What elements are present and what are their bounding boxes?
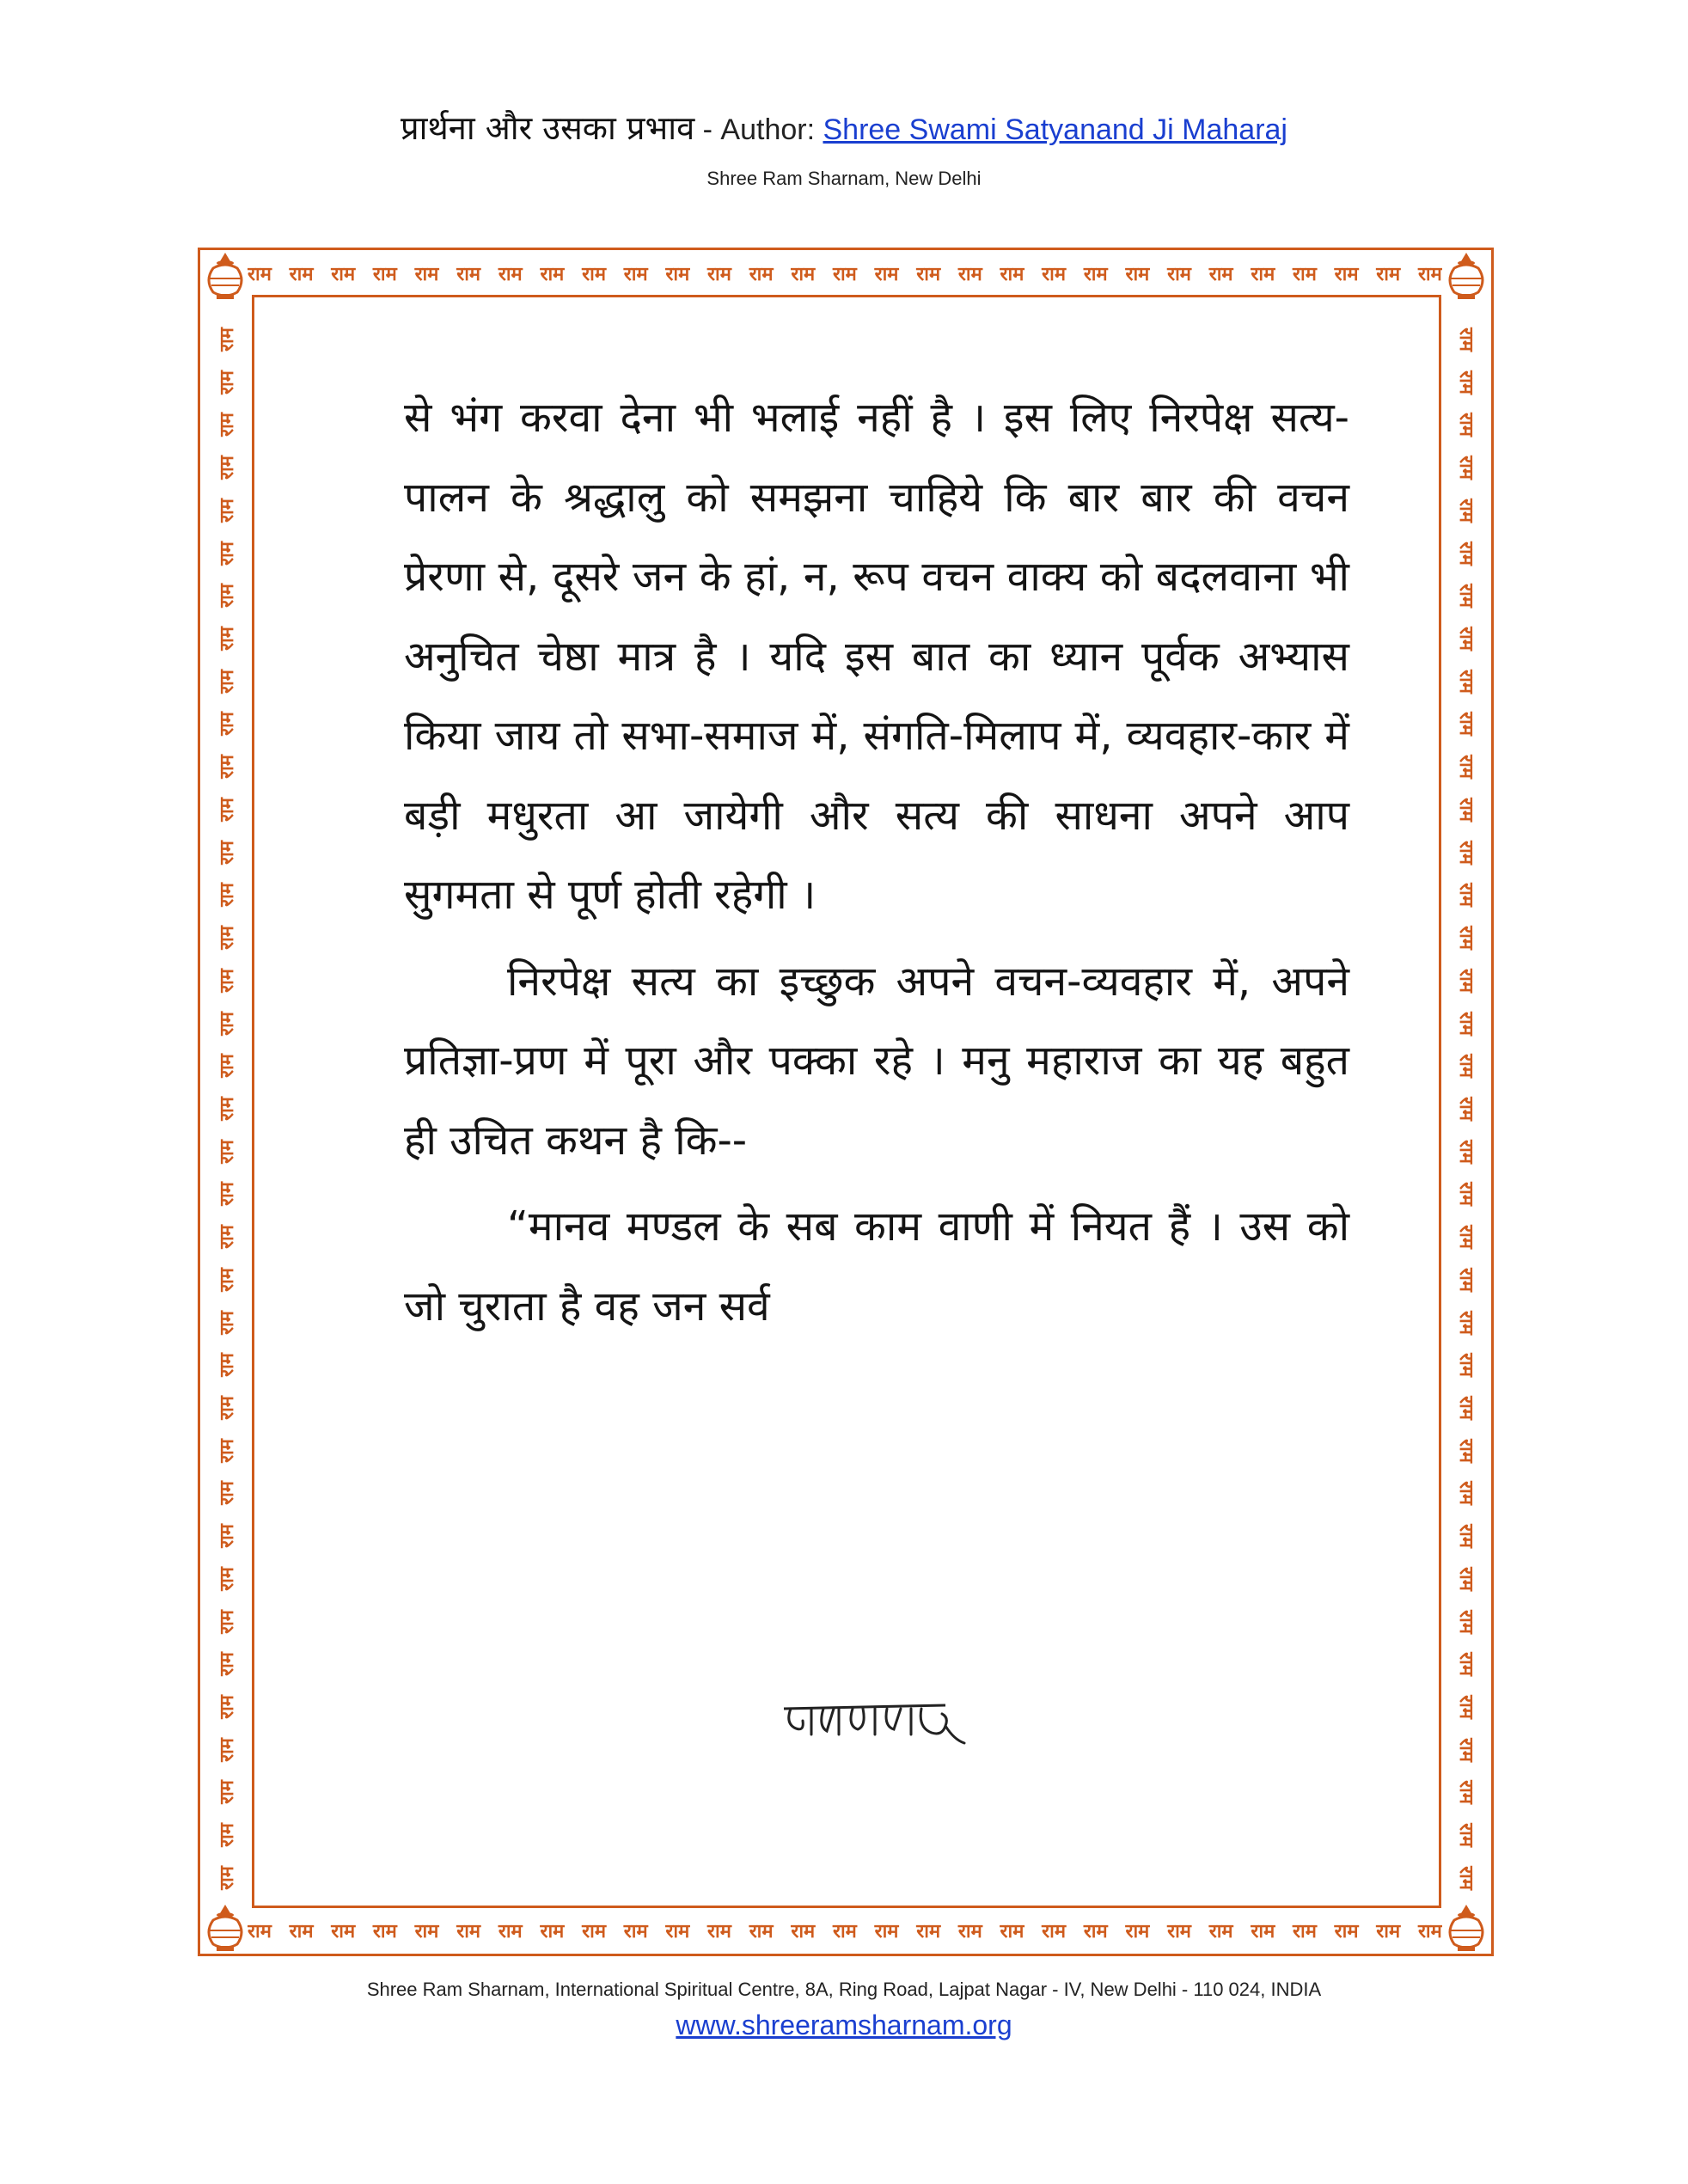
border-word: राम [1454,968,1477,993]
page-footer [0,1979,1688,2041]
border-word: राम [832,264,857,285]
border-word: राम [216,327,238,352]
border-word: राम [623,264,648,285]
border-word: राम [582,264,606,285]
border-word: राम [957,1921,982,1942]
border-text-top [248,251,1442,296]
border-word: राम [1000,264,1024,285]
body-paragraph: “मानव मण्डल के सब काम वाणी में नियत हैं । उस को जो चुराता है वह जन सर्व [404,1202,1349,1331]
border-word: राम [1251,1921,1275,1942]
border-word: राम [1042,264,1067,285]
border-word: राम [216,1823,238,1848]
border-word: राम [372,264,397,285]
border-word: राम [707,264,731,285]
border-word: राम [1454,1097,1477,1121]
border-word: राम [414,264,439,285]
kalash-icon [201,1901,249,1955]
border-word: राम [1454,1823,1477,1848]
border-word: राम [957,264,982,285]
border-word: राम [216,413,238,437]
kalash-icon [1442,249,1490,303]
border-word: राम [916,1921,941,1942]
border-word: राम [1454,584,1477,609]
border-word: राम [216,1780,238,1805]
border-word: राम [1454,883,1477,908]
border-word: राम [216,755,238,780]
border-word: राम [1293,264,1317,285]
border-word: राम [216,541,238,566]
border-word: राम [1454,456,1477,480]
signature [774,1683,980,1752]
page-header [0,107,1688,190]
border-word: राम [216,1396,238,1420]
border-word: राम [707,1921,731,1942]
border-word: राम [498,1921,523,1942]
author-prefix: - Author: [694,113,823,146]
border-word: राम [791,1921,816,1942]
border-word: राम [456,1921,481,1942]
border-word: राम [216,669,238,694]
border-word: राम [216,712,238,737]
border-word: राम [1454,1353,1477,1378]
border-word: राम [216,1481,238,1506]
border-word: राम [1125,1921,1150,1942]
border-word: राम [216,456,238,480]
border-word: राम [1334,264,1359,285]
border-word: राम [1454,627,1477,651]
border-word: राम [216,1011,238,1036]
border-word: राम [1167,1921,1191,1942]
border-word: राम [1454,669,1477,694]
border-word: राम [1208,1921,1233,1942]
border-word: राम [791,264,816,285]
border-word: राम [1417,1921,1442,1942]
border-word: राम [1454,370,1477,395]
border-word: राम [1454,1609,1477,1634]
border-word: राम [216,1609,238,1634]
border-word: राम [665,1921,690,1942]
body-paragraph: से भंग करवा देना भी भलाई नहीं है । इस लिए निरपेक्ष सत्य-पालन के श्रद्धालु को समझना चाहिये कि बार बार की वचन प्रेरणा से, दूसरे जन के हां, न, रूप वचन वाक्य को बदलवाना भी अनुचित चेष्ठा मात्र है । यदि इस बात का ध्यान पूर्वक अभ्यास किया जाय तो सभा-समाज में, संगति-मिलाप में, व्यवहार-कार में बड़ी मधुरता आ जायेगी और सत्य की साधना अपने आप सुगमता से पूर्ण होती रहेगी । [404,394,1349,919]
border-word: राम [1334,1921,1359,1942]
border-word: राम [1454,413,1477,437]
border-text-right [1446,327,1489,1891]
border-word: राम [216,1182,238,1207]
border-word: राम [216,1310,238,1335]
border-word: राम [216,1139,238,1164]
border-word: राम [216,1225,238,1250]
border-word: राम [216,370,238,395]
border-word: राम [874,264,899,285]
border-word: राम [248,1921,272,1942]
border-word: राम [749,264,774,285]
border-word: राम [216,584,238,609]
border-word: राम [216,1737,238,1762]
border-word: राम [216,498,238,523]
border-word: राम [1454,1182,1477,1207]
border-word: राम [1454,498,1477,523]
border-word: राम [1376,1921,1401,1942]
border-word: राम [216,840,238,865]
border-word: राम [874,1921,899,1942]
border-word: राम [216,1353,238,1378]
kalash-icon [201,249,249,303]
kalash-icon [1442,1901,1490,1955]
border-word: राम [1125,264,1150,285]
border-word: राम [1376,264,1401,285]
border-word: राम [916,264,941,285]
border-word: राम [372,1921,397,1942]
border-word: राम [216,627,238,651]
border-word: राम [331,1921,356,1942]
border-word: राम [1454,712,1477,737]
border-word: राम [1000,1921,1024,1942]
border-word: राम [216,1865,238,1890]
border-word: राम [1454,1396,1477,1420]
border-word: राम [1454,1054,1477,1079]
border-word: राम [1293,1921,1317,1942]
border-word: राम [498,264,523,285]
border-word: राम [456,264,481,285]
border-word: राम [216,1438,238,1463]
border-word: राम [540,1921,565,1942]
border-word: राम [540,264,565,285]
border-word: राम [1251,264,1275,285]
border-word: राम [1454,1695,1477,1719]
border-word: राम [216,1652,238,1677]
border-word: राम [216,1524,238,1549]
border-word: राम [1454,755,1477,780]
border-word: राम [1454,1310,1477,1335]
border-word: राम [1208,264,1233,285]
border-word: राम [1167,264,1191,285]
border-word: राम [216,1097,238,1121]
border-word: राम [216,926,238,950]
border-word: राम [216,1695,238,1719]
border-word: राम [216,968,238,993]
border-word: राम [1454,541,1477,566]
border-word: राम [216,797,238,822]
border-word: राम [1454,797,1477,822]
website-link[interactable]: www.shreeramsharnam.org [676,2010,1012,2040]
page-subtitle: Shree Ram Sharnam, New Delhi [706,168,982,189]
border-word: राम [1454,1865,1477,1890]
border-word: राम [1454,1524,1477,1549]
border-word: राम [414,1921,439,1942]
border-word: राम [289,264,314,285]
border-word: राम [1454,1225,1477,1250]
border-word: राम [665,264,690,285]
border-word: राम [1083,1921,1108,1942]
border-text-bottom [248,1908,1442,1953]
title-line [0,107,1688,150]
border-word: राम [216,1054,238,1079]
page-body [404,378,1349,1346]
border-word: राम [1417,264,1442,285]
border-word: राम [248,264,272,285]
border-word: राम [1454,1481,1477,1506]
border-word: राम [331,264,356,285]
footer-address: Shree Ram Sharnam, International Spiritual Centre, 8A, Ring Road, Lajpat Nagar - IV, New Delhi - 110 024, INDIA [366,1979,1322,2000]
border-word: राम [1454,327,1477,352]
border-word: राम [623,1921,648,1942]
border-word: राम [832,1921,857,1942]
page-title: प्रार्थना और उसका प्रभाव [401,109,695,147]
border-word: राम [1454,1737,1477,1762]
border-word: राम [216,1566,238,1591]
border-word: राम [1454,1139,1477,1164]
border-word: राम [216,883,238,908]
border-word: राम [216,1267,238,1292]
body-paragraph: निरपेक्ष सत्य का इच्छुक अपने वचन-व्यवहार में, अपने प्रतिज्ञा-प्रण में पूरा और पक्का रहे । मनु महाराज का यह बहुत ही उचित कथन है कि-- [404,957,1349,1165]
border-word: राम [1454,1566,1477,1591]
border-word: राम [582,1921,606,1942]
border-word: राम [289,1921,314,1942]
border-word: राम [1454,1652,1477,1677]
border-word: राम [1454,840,1477,865]
border-word: राम [1454,1267,1477,1292]
border-word: राम [1454,1780,1477,1805]
author-link[interactable]: Shree Swami Satyanand Ji Maharaj [823,113,1287,146]
border-word: राम [1042,1921,1067,1942]
border-word: राम [1454,926,1477,950]
border-word: राम [1083,264,1108,285]
border-text-left [205,327,248,1891]
border-word: राम [1454,1011,1477,1036]
border-word: राम [1454,1438,1477,1463]
border-word: राम [749,1921,774,1942]
